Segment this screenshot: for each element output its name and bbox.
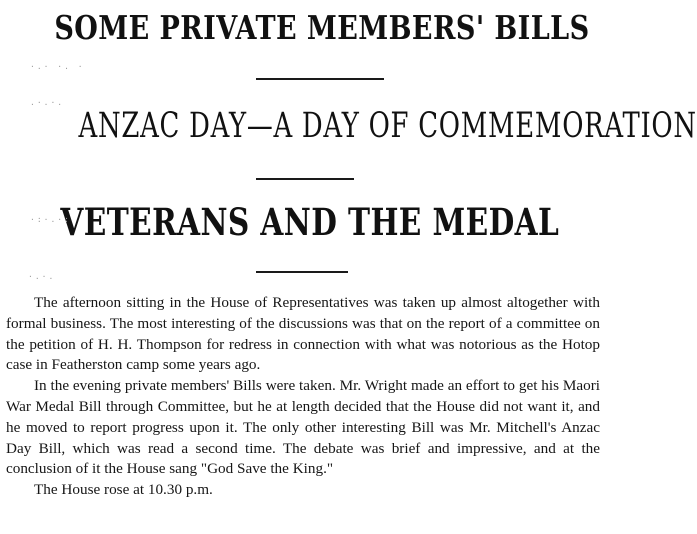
article-paragraph: The House rose at 10.30 p.m. [34, 481, 213, 499]
print-speckle: ·:·.·: [30, 215, 71, 224]
print-speckle: ·.· ·. · [30, 62, 85, 71]
headline-anzac-day: ANZAC DAY—A DAY OF COMMEMORATION [78, 106, 697, 146]
print-speckle: ·.·. [28, 272, 56, 281]
headline-divider [256, 271, 348, 273]
article-body [6, 293, 600, 501]
article-paragraph: In the evening private members' Bills were taken. Mr. Wright made an effort to get his Maori War Medal Bill through Committee, but he at length decided that the House did not want it, and he moved to report progress upon it. The only other interesting Bill was Mr. Mitchell's Anzac Day Bill, which was read a second time. The debate was brief and impressive, and at the conclusion of it the House sang "God Save the King." [6, 377, 600, 478]
headline-divider [256, 78, 384, 80]
headline-private-members-bills: SOME PRIVATE MEMBERS' BILLS [54, 8, 590, 47]
article-paragraph: The afternoon sitting in the House of Representatives was taken up almost altogether with formal business. The most interesting of the discussions was that on the report of a committee on the petition of H. H. Thompson for redress in connection with what was notorious as the Hotop case in Featherston camp some years ago. [6, 294, 600, 374]
headline-veterans-medal: VETERANS AND THE MEDAL [60, 200, 560, 244]
headline-divider [256, 178, 354, 180]
print-speckle: .·.·. [30, 98, 65, 107]
